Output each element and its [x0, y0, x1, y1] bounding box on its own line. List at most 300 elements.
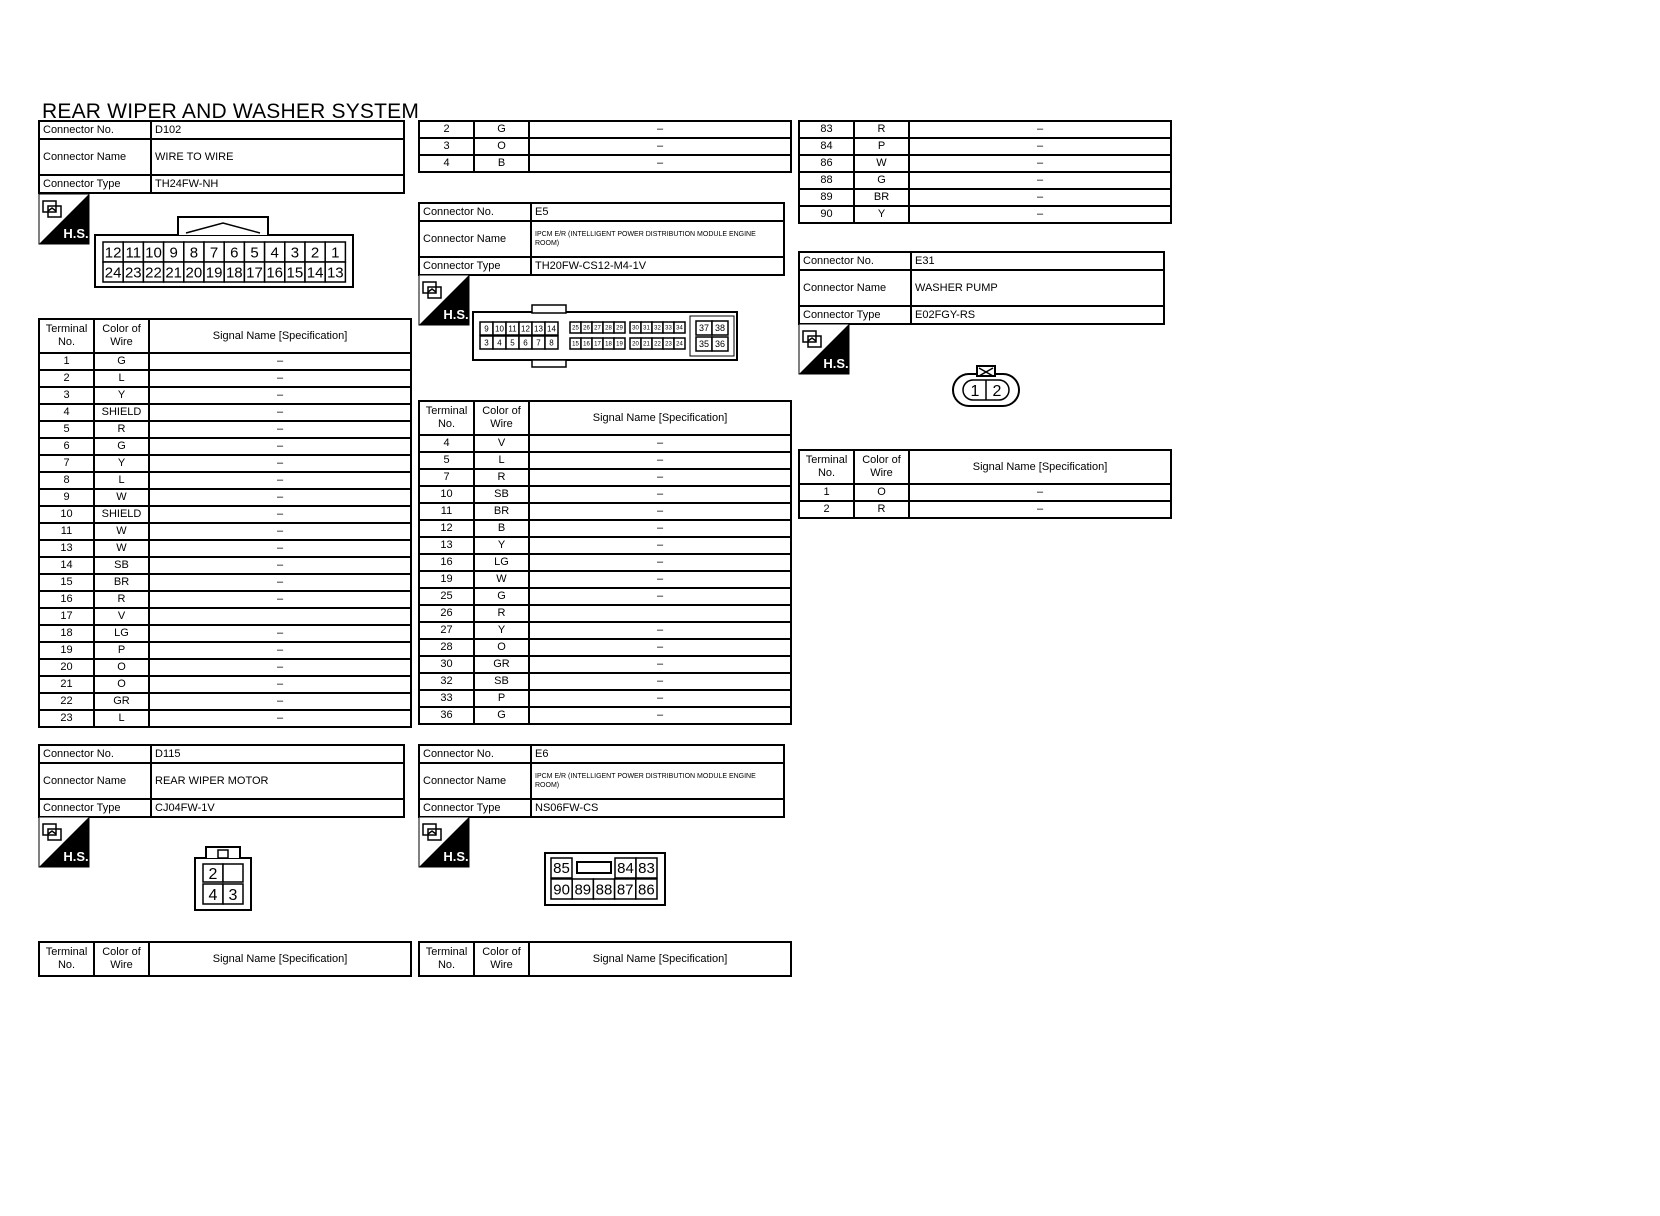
terminal-number: 22	[145, 264, 162, 282]
table-row	[39, 710, 411, 727]
terminal-no-header: Terminal No.	[39, 319, 94, 353]
table-row	[419, 622, 791, 639]
table-row	[39, 591, 411, 608]
connector-type-label: Connector Type	[419, 257, 531, 275]
terminal-number: 1	[331, 244, 340, 262]
terminal-no-header: Terminal No.	[419, 401, 474, 435]
connector-no-value: D115	[151, 745, 404, 763]
terminal-no-cell: 4	[39, 404, 94, 421]
terminal-table-e5	[418, 400, 792, 725]
terminal-number: 11	[508, 324, 517, 334]
terminal-no-header: Terminal No.	[419, 942, 474, 976]
signal-name-cell: –	[529, 690, 791, 707]
signal-name-cell: –	[149, 642, 411, 659]
signal-name-cell: –	[529, 503, 791, 520]
signal-name-cell: –	[149, 438, 411, 455]
connector-name-label: Connector Name	[39, 763, 151, 799]
terminal-number: 15	[286, 264, 304, 282]
terminal-no-cell: 19	[39, 642, 94, 659]
terminal-number: 6	[523, 338, 528, 348]
table-row	[419, 138, 791, 155]
terminal-no-header: Terminal No.	[799, 450, 854, 484]
signal-name-cell: –	[529, 537, 791, 554]
terminal-number: 22	[654, 341, 661, 348]
terminal-number: 5	[250, 244, 259, 262]
signal-name-header: Signal Name [Specification]	[149, 942, 411, 976]
terminal-no-cell: 9	[39, 489, 94, 506]
connector-name-value: WIRE TO WIRE	[151, 139, 404, 175]
signal-name-header: Signal Name [Specification]	[909, 450, 1171, 484]
wire-color-cell: SHIELD	[94, 506, 149, 523]
signal-name-cell: –	[909, 484, 1171, 501]
terminal-no-cell: 15	[39, 574, 94, 591]
terminal-no-cell: 21	[39, 676, 94, 693]
terminal-no-cell: 12	[419, 520, 474, 537]
signal-name-cell: –	[529, 138, 791, 155]
table-row	[39, 506, 411, 523]
signal-name-cell: –	[529, 486, 791, 503]
color-of-wire-header: Color of Wire	[474, 942, 529, 976]
connector-type-value: TH20FW-CS12-M4-1V	[531, 257, 784, 275]
wire-color-cell: G	[474, 707, 529, 724]
wire-color-cell: V	[94, 608, 149, 625]
signal-name-cell: –	[149, 659, 411, 676]
harness-side-icon	[418, 816, 470, 868]
terminal-number: 16	[583, 341, 590, 348]
terminal-number: 9	[169, 244, 178, 262]
table-row	[39, 421, 411, 438]
table-row	[39, 659, 411, 676]
table-row	[419, 554, 791, 571]
terminal-no-cell: 5	[39, 421, 94, 438]
signal-name-cell: –	[529, 656, 791, 673]
table-row	[419, 486, 791, 503]
wire-color-cell: G	[474, 121, 529, 138]
terminal-number: 10	[145, 244, 162, 262]
connector-no-value: E6	[531, 745, 784, 763]
signal-name-cell: –	[149, 540, 411, 557]
signal-name-cell	[529, 605, 791, 622]
connector-no-label: Connector No.	[39, 745, 151, 763]
terminal-no-cell: 89	[799, 189, 854, 206]
table-row	[419, 673, 791, 690]
terminal-number: 1	[970, 383, 980, 400]
connector-type-label: Connector Type	[799, 306, 911, 324]
terminal-no-cell: 23	[39, 710, 94, 727]
terminal-number: 26	[583, 325, 590, 332]
table-row	[39, 404, 411, 421]
table-row	[39, 642, 411, 659]
signal-name-cell: –	[529, 622, 791, 639]
wire-color-cell: R	[854, 121, 909, 138]
terminal-table-d115	[38, 941, 412, 977]
terminal-number: 29	[616, 325, 623, 332]
terminal-no-cell: 3	[39, 387, 94, 404]
terminal-number: 23	[665, 341, 672, 348]
terminal-no-cell: 14	[39, 557, 94, 574]
connector-no-value: D102	[151, 121, 404, 139]
terminal-no-cell: 4	[419, 435, 474, 452]
signal-name-cell: –	[529, 435, 791, 452]
signal-name-cell: –	[529, 639, 791, 656]
terminal-no-cell: 36	[419, 707, 474, 724]
wire-color-cell: Y	[854, 206, 909, 223]
connector-info-e5	[418, 202, 785, 276]
wire-color-cell: BR	[94, 574, 149, 591]
table-row	[419, 121, 791, 138]
terminal-no-cell: 84	[799, 138, 854, 155]
table-row	[419, 452, 791, 469]
terminal-number: 13	[534, 324, 543, 334]
table-row	[39, 523, 411, 540]
wire-color-cell: BR	[474, 503, 529, 520]
terminal-number: 6	[230, 244, 239, 262]
terminal-number: 84	[617, 860, 634, 877]
terminal-number: 3	[228, 886, 238, 904]
connector-no-value: E31	[911, 252, 1164, 270]
connector-type-label: Connector Type	[39, 799, 151, 817]
terminal-number: 3	[290, 244, 300, 262]
signal-name-cell: –	[529, 554, 791, 571]
connector-info-e6	[418, 744, 785, 818]
terminal-number: 31	[643, 325, 650, 332]
table-row	[39, 438, 411, 455]
terminal-table-d102	[38, 318, 412, 728]
table-row	[39, 693, 411, 710]
signal-name-cell: –	[529, 673, 791, 690]
terminal-number: 88	[595, 881, 613, 899]
terminal-no-cell: 6	[39, 438, 94, 455]
connector-info-d102	[38, 120, 405, 194]
terminal-number: 37	[698, 323, 710, 334]
connector-name-value: WASHER PUMP	[911, 270, 1164, 306]
wire-color-cell: Y	[94, 455, 149, 472]
terminal-no-cell: 1	[799, 484, 854, 501]
color-of-wire-header: Color of Wire	[94, 942, 149, 976]
terminal-number: 19	[616, 341, 623, 348]
terminal-number: 90	[553, 881, 570, 899]
terminal-number: 83	[638, 860, 655, 877]
signal-name-cell: –	[529, 520, 791, 537]
terminal-number: 85	[553, 860, 570, 877]
connector-info-d115	[38, 744, 405, 818]
wire-color-cell: O	[854, 484, 909, 501]
page-title: REAR WIPER AND WASHER SYSTEM	[42, 100, 420, 123]
connector-name-label: Connector Name	[799, 270, 911, 306]
terminal-no-cell: 13	[39, 540, 94, 557]
terminal-number: 28	[605, 325, 612, 332]
connector-type-label: Connector Type	[39, 175, 151, 193]
terminal-number: 12	[104, 244, 122, 262]
signal-name-cell: –	[529, 588, 791, 605]
wire-color-cell: L	[94, 710, 149, 727]
terminal-number: 7	[209, 244, 219, 262]
terminal-number: 30	[632, 325, 639, 332]
wire-color-cell: W	[474, 571, 529, 588]
table-row	[419, 503, 791, 520]
signal-name-cell: –	[149, 353, 411, 370]
table-row	[419, 571, 791, 588]
terminal-number: 36	[714, 339, 726, 350]
terminal-number: 18	[225, 264, 243, 282]
wire-color-cell: SB	[474, 486, 529, 503]
color-of-wire-header: Color of Wire	[94, 319, 149, 353]
wire-color-cell: P	[474, 690, 529, 707]
table-row	[419, 520, 791, 537]
terminal-no-cell: 2	[799, 501, 854, 518]
wire-color-cell: B	[474, 155, 529, 172]
table-row	[39, 455, 411, 472]
terminal-no-cell: 88	[799, 172, 854, 189]
signal-name-cell: –	[149, 421, 411, 438]
table-row	[39, 625, 411, 642]
terminal-no-cell: 33	[419, 690, 474, 707]
terminal-number: 4	[270, 244, 279, 262]
table-row	[39, 370, 411, 387]
terminal-number: 3	[484, 338, 489, 348]
terminal-number: 87	[616, 881, 634, 899]
signal-name-header: Signal Name [Specification]	[149, 319, 411, 353]
connector-name-value: REAR WIPER MOTOR	[151, 763, 404, 799]
terminal-table-e6	[798, 120, 1172, 224]
terminal-no-cell: 26	[419, 605, 474, 622]
wire-color-cell: LG	[474, 554, 529, 571]
signal-name-cell: –	[149, 693, 411, 710]
connector-type-value: CJ04FW-1V	[151, 799, 404, 817]
terminal-no-cell: 13	[419, 537, 474, 554]
terminal-number: 8	[549, 338, 554, 348]
terminal-table-continued	[418, 120, 792, 173]
terminal-no-cell: 19	[419, 571, 474, 588]
wire-color-cell: L	[94, 472, 149, 489]
hs-badge-text: H.S.	[443, 307, 469, 322]
table-row	[39, 387, 411, 404]
wire-color-cell: G	[94, 353, 149, 370]
signal-name-cell: –	[149, 557, 411, 574]
harness-side-icon	[38, 193, 90, 245]
terminal-number: 35	[698, 339, 710, 350]
terminal-no-cell: 3	[419, 138, 474, 155]
terminal-number: 21	[643, 341, 650, 348]
signal-name-cell: –	[909, 501, 1171, 518]
table-row	[799, 121, 1171, 138]
table-row	[39, 608, 411, 625]
wire-color-cell: GR	[474, 656, 529, 673]
terminal-number: 17	[246, 264, 263, 282]
connector-name-value: IPCM E/R (INTELLIGENT POWER DISTRIBUTION MODULE ENGINE ROOM)	[531, 221, 784, 257]
connector-no-label: Connector No.	[39, 121, 151, 139]
connector-info-e31	[798, 251, 1165, 325]
wire-color-cell: Y	[474, 537, 529, 554]
signal-name-cell: –	[149, 455, 411, 472]
terminal-no-cell: 20	[39, 659, 94, 676]
terminal-table-e31	[798, 449, 1172, 519]
wire-color-cell: SB	[94, 557, 149, 574]
table-row	[419, 639, 791, 656]
connector-type-value: E02FGY-RS	[911, 306, 1164, 324]
terminal-no-cell: 11	[419, 503, 474, 520]
wire-color-cell: R	[474, 605, 529, 622]
wire-color-cell: R	[474, 469, 529, 486]
terminal-number: 2	[208, 866, 218, 883]
wire-color-cell: SHIELD	[94, 404, 149, 421]
signal-name-cell: –	[149, 523, 411, 540]
wire-color-cell: B	[474, 520, 529, 537]
table-row	[39, 353, 411, 370]
wire-color-cell: Y	[94, 387, 149, 404]
terminal-number: 5	[510, 338, 515, 348]
signal-name-cell: –	[909, 206, 1171, 223]
terminal-no-header: Terminal No.	[39, 942, 94, 976]
connector-type-label: Connector Type	[419, 799, 531, 817]
connector-no-label: Connector No.	[799, 252, 911, 270]
harness-side-icon	[418, 274, 470, 326]
terminal-no-cell: 1	[39, 353, 94, 370]
terminal-number: 10	[495, 324, 504, 334]
wire-color-cell: W	[94, 523, 149, 540]
signal-name-cell: –	[149, 574, 411, 591]
wire-color-cell: G	[474, 588, 529, 605]
connector-type-value: NS06FW-CS	[531, 799, 784, 817]
terminal-number: 13	[326, 264, 344, 282]
table-row	[419, 155, 791, 172]
table-row	[39, 540, 411, 557]
signal-name-cell: –	[909, 155, 1171, 172]
terminal-number: 34	[676, 325, 683, 332]
table-row	[419, 469, 791, 486]
terminal-no-cell: 83	[799, 121, 854, 138]
terminal-number: 24	[104, 264, 122, 282]
harness-side-icon	[798, 323, 850, 375]
connector-no-label: Connector No.	[419, 203, 531, 221]
table-row	[799, 155, 1171, 172]
table-row	[799, 484, 1171, 501]
signal-name-cell: –	[149, 404, 411, 421]
wire-color-cell: L	[94, 370, 149, 387]
color-of-wire-header: Color of Wire	[474, 401, 529, 435]
wire-color-cell: R	[94, 591, 149, 608]
signal-name-header: Signal Name [Specification]	[529, 401, 791, 435]
wire-color-cell: O	[474, 138, 529, 155]
table-row	[39, 676, 411, 693]
terminal-number: 20	[185, 264, 203, 282]
table-row	[419, 435, 791, 452]
terminal-number: 2	[310, 244, 320, 262]
terminal-no-cell: 11	[39, 523, 94, 540]
wire-color-cell: G	[94, 438, 149, 455]
terminal-number: 25	[572, 325, 579, 332]
signal-name-cell: –	[149, 370, 411, 387]
wire-color-cell: W	[854, 155, 909, 172]
terminal-number: 15	[572, 341, 579, 348]
signal-name-cell: –	[909, 172, 1171, 189]
table-row	[799, 206, 1171, 223]
hs-badge-text: H.S.	[63, 849, 89, 864]
terminal-number: 2	[992, 383, 1002, 400]
table-row	[799, 172, 1171, 189]
table-row	[419, 605, 791, 622]
signal-name-cell: –	[149, 489, 411, 506]
terminal-no-cell: 25	[419, 588, 474, 605]
terminal-no-cell: 7	[39, 455, 94, 472]
signal-name-cell: –	[529, 155, 791, 172]
wire-color-cell: P	[94, 642, 149, 659]
terminal-no-cell: 90	[799, 206, 854, 223]
wire-color-cell: W	[94, 540, 149, 557]
signal-name-cell: –	[149, 387, 411, 404]
terminal-number: 27	[594, 325, 601, 332]
terminal-no-cell: 17	[39, 608, 94, 625]
signal-name-cell: –	[909, 189, 1171, 206]
table-row	[419, 537, 791, 554]
terminal-no-cell: 2	[39, 370, 94, 387]
terminal-number: 17	[594, 341, 601, 348]
hs-badge-text: H.S.	[443, 849, 469, 864]
terminal-no-cell: 18	[39, 625, 94, 642]
terminal-no-cell: 7	[419, 469, 474, 486]
terminal-no-cell: 16	[419, 554, 474, 571]
terminal-number: 16	[266, 264, 284, 282]
signal-name-cell: –	[149, 676, 411, 693]
connector-name-label: Connector Name	[39, 139, 151, 175]
terminal-number: 24	[676, 341, 683, 348]
terminal-number: 20	[632, 341, 639, 348]
table-row	[799, 138, 1171, 155]
terminal-number: 18	[605, 341, 612, 348]
terminal-number: 9	[484, 324, 489, 334]
connector-e31-face-diagram	[950, 364, 1022, 410]
table-row	[419, 588, 791, 605]
harness-side-icon	[38, 816, 90, 868]
signal-name-cell: –	[529, 452, 791, 469]
terminal-no-cell: 4	[419, 155, 474, 172]
terminal-number: 32	[654, 325, 661, 332]
connector-name-label: Connector Name	[419, 763, 531, 799]
terminal-no-cell: 30	[419, 656, 474, 673]
terminal-number: 23	[124, 264, 142, 282]
connector-d115-face-diagram	[192, 844, 254, 912]
wire-color-cell: GR	[94, 693, 149, 710]
terminal-number: 19	[205, 264, 223, 282]
color-of-wire-header: Color of Wire	[854, 450, 909, 484]
terminal-no-cell: 10	[419, 486, 474, 503]
connector-d102-face-diagram	[94, 215, 354, 289]
wire-color-cell: SB	[474, 673, 529, 690]
terminal-number: 4	[208, 886, 218, 904]
signal-name-header: Signal Name [Specification]	[529, 942, 791, 976]
terminal-number: 33	[665, 325, 672, 332]
hs-badge-text: H.S.	[823, 356, 849, 371]
terminal-number: 4	[497, 338, 502, 348]
connector-e5-face-diagram	[472, 304, 740, 368]
hs-badge-text: H.S.	[63, 226, 89, 241]
signal-name-cell: –	[149, 506, 411, 523]
wire-color-cell: W	[94, 489, 149, 506]
signal-name-cell: –	[149, 591, 411, 608]
terminal-no-cell: 8	[39, 472, 94, 489]
terminal-number: 7	[536, 338, 541, 348]
table-row	[39, 574, 411, 591]
table-row	[419, 690, 791, 707]
table-row	[419, 707, 791, 724]
table-row	[39, 557, 411, 574]
signal-name-cell: –	[529, 469, 791, 486]
signal-name-cell: –	[909, 121, 1171, 138]
wire-color-cell: R	[854, 501, 909, 518]
table-row	[419, 656, 791, 673]
wire-color-cell: BR	[854, 189, 909, 206]
terminal-no-cell: 22	[39, 693, 94, 710]
